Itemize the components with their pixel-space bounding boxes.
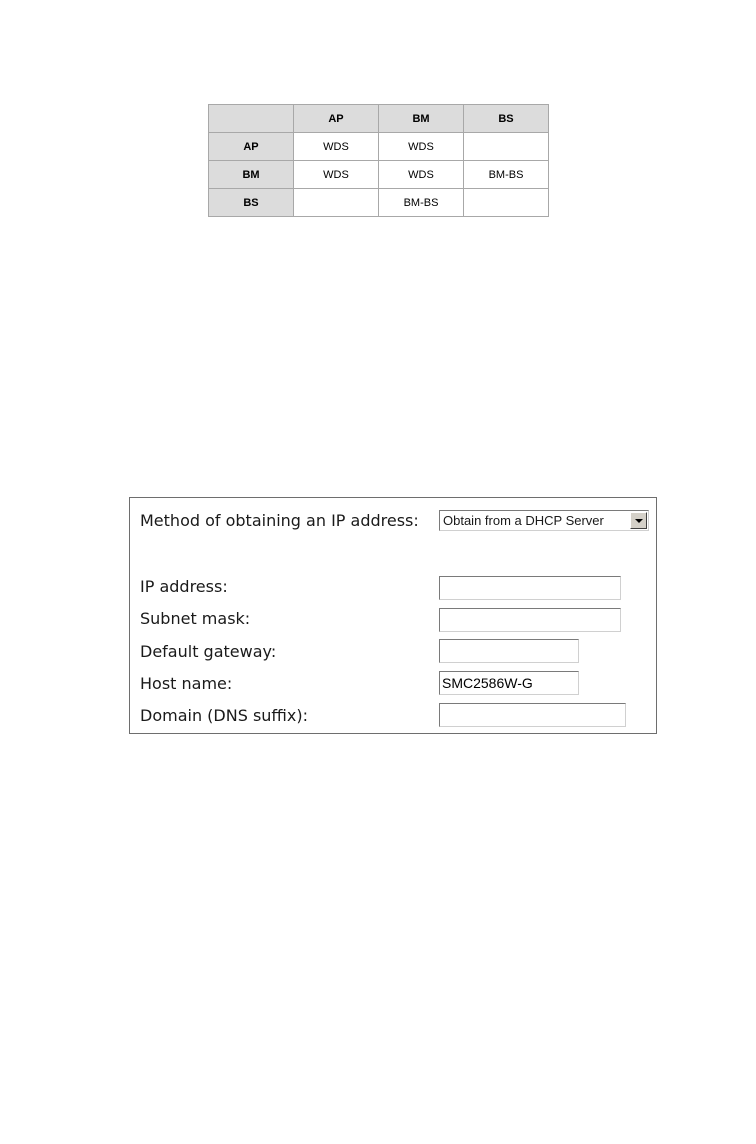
ip-address-input[interactable] [439,576,621,600]
table-cell: WDS [294,161,379,189]
chevron-down-icon [635,519,643,523]
ip-settings-panel [129,497,657,734]
ip-method-select[interactable] [439,510,649,531]
subnet-mask-label: Subnet mask: [140,609,251,628]
table-header-row [209,105,549,133]
table-cell: WDS [379,161,464,189]
table-cell [464,189,549,217]
column-header-bs: BS [464,105,549,133]
default-gateway-input[interactable] [439,639,579,663]
row-header-bs: BS [209,189,294,217]
table-row [209,189,549,217]
host-name-label: Host name: [140,674,233,693]
ip-method-selected-value: Obtain from a DHCP Server [443,513,604,528]
host-name-input[interactable]: SMC2586W-G [439,671,579,695]
default-gateway-label: Default gateway: [140,642,277,661]
domain-input[interactable] [439,703,626,727]
table-cell: WDS [379,133,464,161]
table-cell [294,189,379,217]
table-cell: BM-BS [464,161,549,189]
table-cell: WDS [294,133,379,161]
table-row [209,133,549,161]
table-corner-cell [209,105,294,133]
table-cell: BM-BS [379,189,464,217]
column-header-ap: AP [294,105,379,133]
column-header-bm: BM [379,105,464,133]
dropdown-button[interactable] [630,512,647,529]
ip-address-label: IP address: [140,577,228,596]
row-header-ap: AP [209,133,294,161]
table-row [209,161,549,189]
domain-label: Domain (DNS suffix): [140,706,308,725]
row-header-bm: BM [209,161,294,189]
subnet-mask-input[interactable] [439,608,621,632]
wds-compatibility-table [208,104,549,217]
table-cell [464,133,549,161]
ip-method-label: Method of obtaining an IP address: [140,511,419,530]
